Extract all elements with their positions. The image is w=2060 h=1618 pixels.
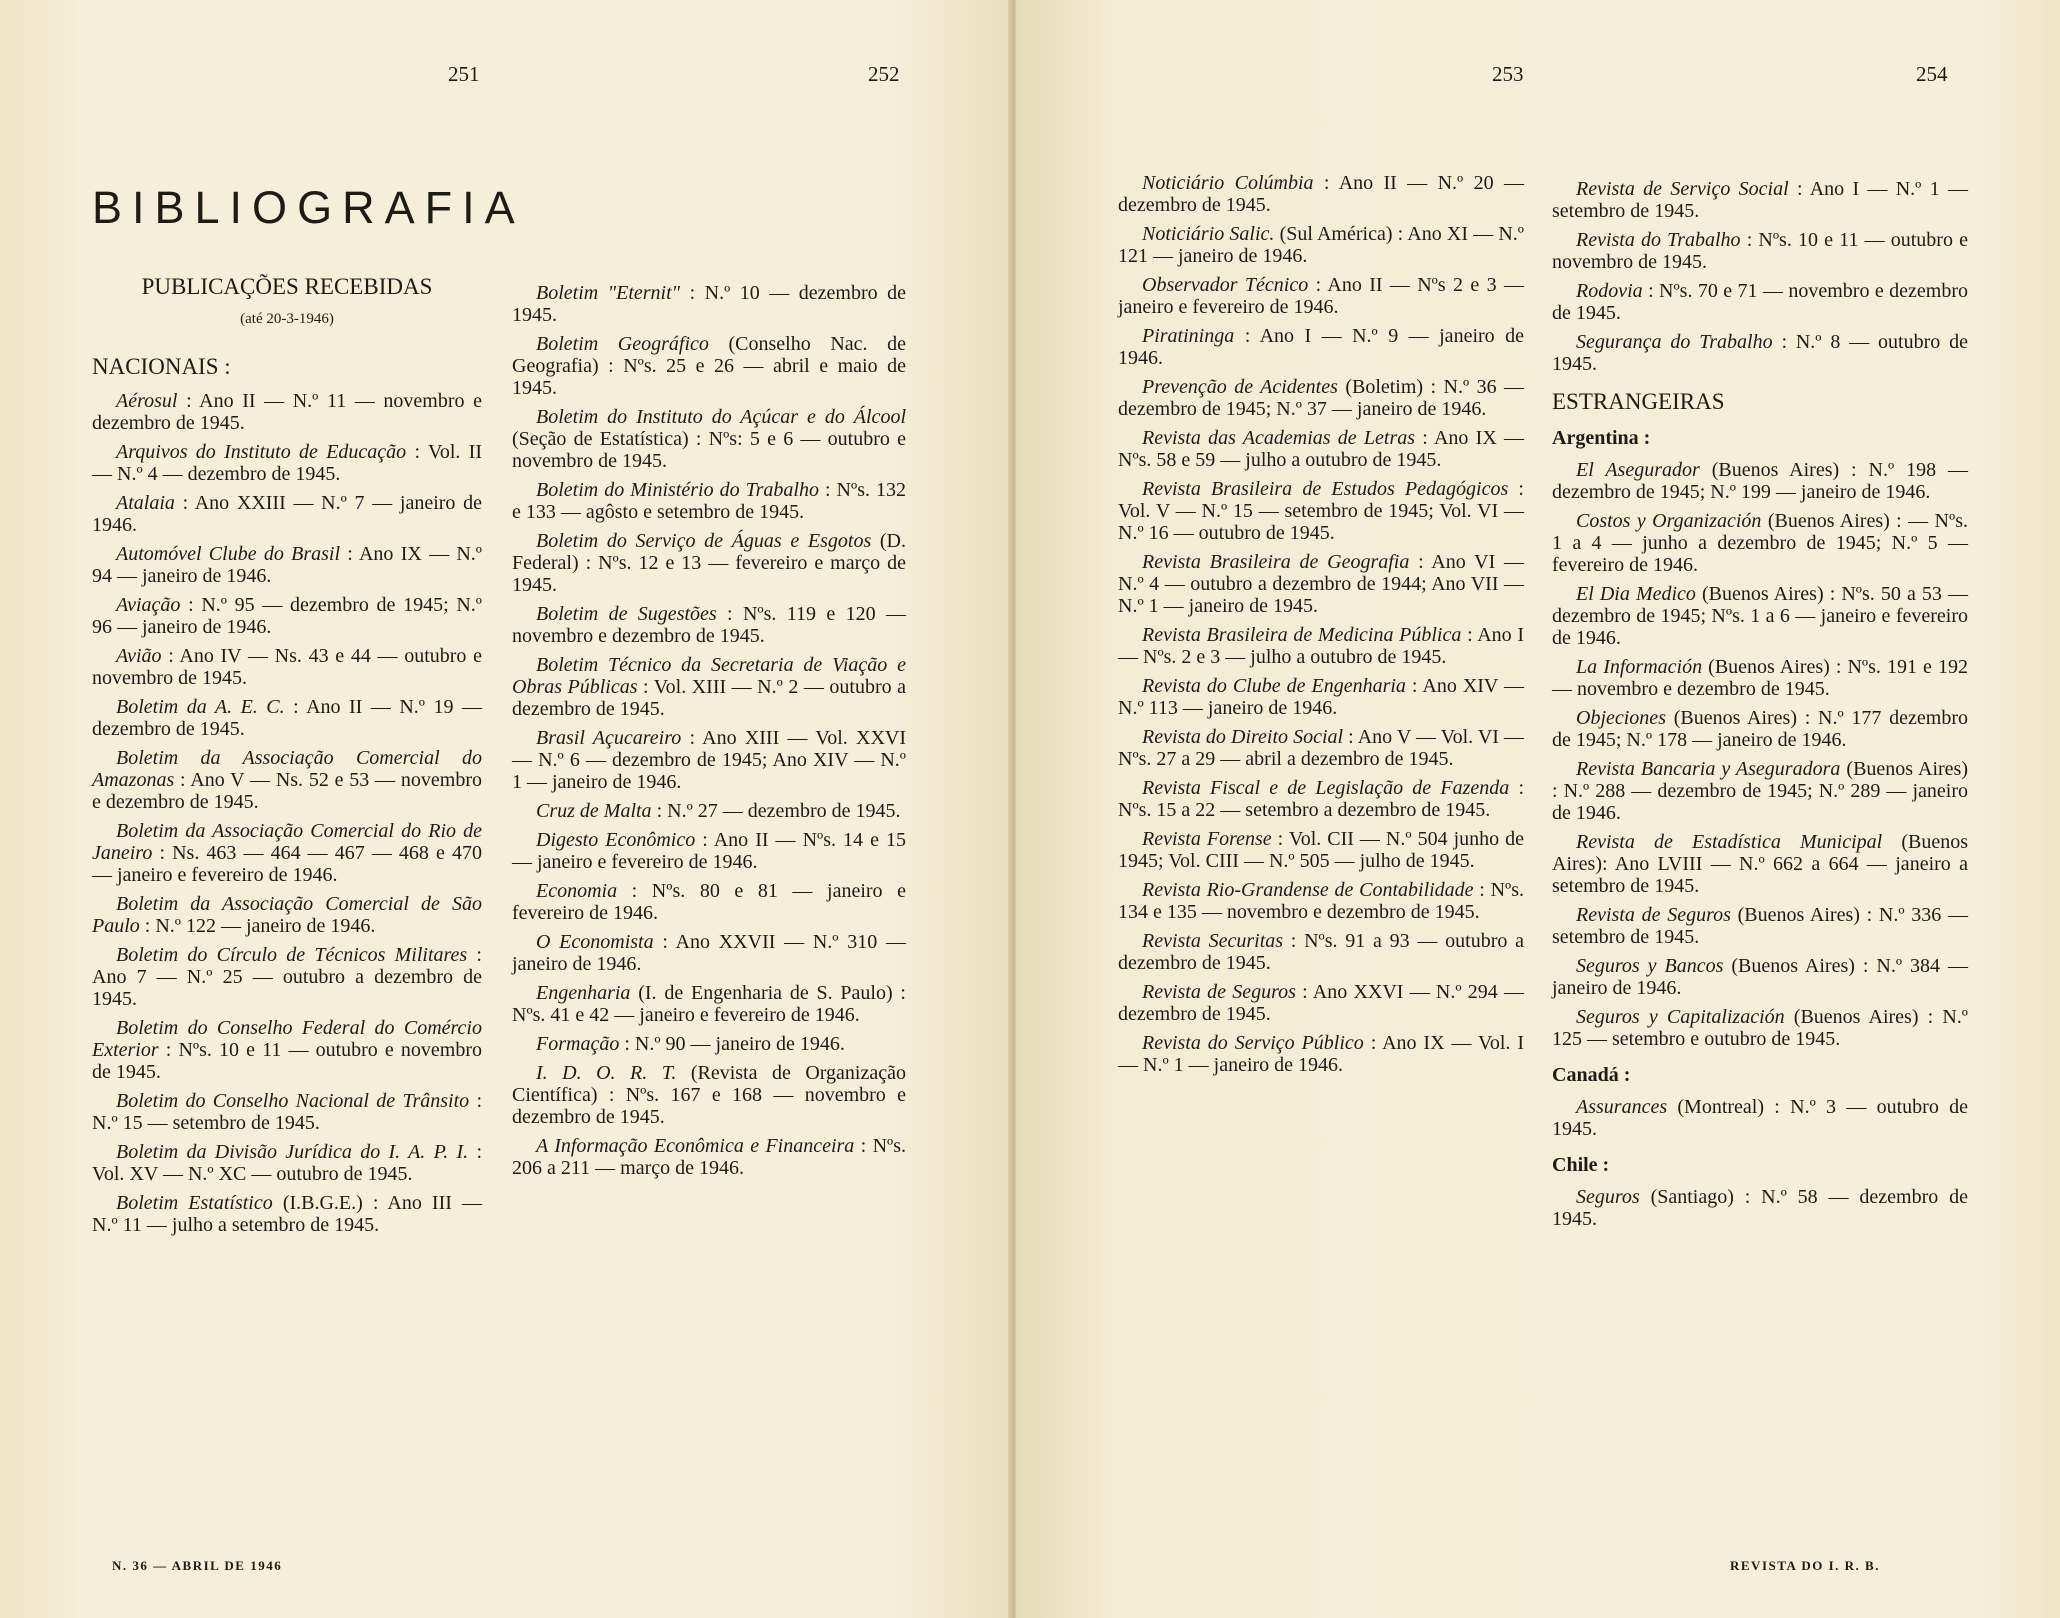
bibliography-entry bbox=[512, 880, 906, 924]
column-4 bbox=[1552, 178, 1968, 1237]
bibliography-entry bbox=[1552, 583, 1968, 649]
entry-title: Revista Rio-Grandense de Contabilidade bbox=[1142, 879, 1474, 901]
section-heading: PUBLICAÇÕES RECEBIDAS bbox=[141, 274, 433, 299]
entry-details: : Nºs. 91 a 93 — outubro a dezembro de 1945. bbox=[1118, 930, 1524, 974]
entry-title: Revista de Seguros bbox=[1576, 904, 1731, 926]
bibliography-entry bbox=[92, 645, 482, 689]
bibliography-entry bbox=[92, 696, 482, 740]
entry-details: : Vol. XIII — N.º 2 — outubro a dezembro de 1945. bbox=[512, 676, 907, 720]
entry-title: Costos y Organización bbox=[1576, 510, 1762, 532]
entry-title: Digesto Econômico bbox=[536, 829, 696, 851]
entry-details: (Boletim) : N.º 36 — dezembro de 1945; N.º 37 — janeiro de 1946. bbox=[1118, 376, 1524, 420]
bibliography-entry bbox=[512, 800, 906, 822]
entry-details: (Revista de Organização Científica) : Nºs. 167 e 168 — novembro e dezembro de 1945. bbox=[512, 1062, 907, 1128]
bibliography-entry bbox=[1118, 551, 1524, 617]
bibliography-entry bbox=[512, 530, 906, 596]
entry-details: : Nºs. 132 e 133 — agôsto e setembro de 1945. bbox=[512, 479, 906, 523]
entry-title: Arquivos do Instituto de Educação bbox=[116, 441, 407, 463]
entry-details: (Buenos Aires) : N.º 384 — janeiro de 1946. bbox=[1552, 955, 1968, 999]
bibliography-entry bbox=[512, 829, 906, 873]
entry-details: (I.B.G.E.) : Ano III — N.º 11 — julho a setembro de 1945. bbox=[92, 1192, 482, 1236]
entry-details: : N.º 122 — janeiro de 1946. bbox=[139, 915, 376, 937]
entry-details: : Ano II — Nºs 2 e 3 — janeiro e fevereiro de 1946. bbox=[1118, 274, 1524, 318]
entry-details: : N.º 90 — janeiro de 1946. bbox=[619, 1033, 845, 1055]
column-2 bbox=[512, 282, 906, 1186]
entry-title: Boletim do Instituto do Açúcar e do Álcool bbox=[536, 406, 906, 428]
bibliography-entry bbox=[1118, 172, 1524, 216]
bibliography-entry bbox=[1552, 459, 1968, 503]
entry-title: Assurances bbox=[1576, 1096, 1668, 1118]
entry-details: (Buenos Aires) : N.º 198 — dezembro de 1945; N.º 199 — janeiro de 1946. bbox=[1552, 459, 1968, 503]
bibliography-entry bbox=[512, 1033, 906, 1055]
entry-title: Noticiário Colúmbia bbox=[1142, 172, 1314, 194]
estrangeiras-heading: ESTRANGEIRAS bbox=[1552, 389, 1725, 414]
entry-title: Observador Técnico bbox=[1142, 274, 1309, 296]
entry-details: (Buenos Aires) : Nºs. 50 a 53 — dezembro de 1945; Nºs. 1 a 6 — janeiro e fevereiro de 1946. bbox=[1552, 583, 1968, 649]
bibliography-entry bbox=[92, 1192, 482, 1236]
left-page bbox=[0, 0, 1012, 1618]
entry-details: : Nºs. 70 e 71 — novembro e dezembro de 1945. bbox=[1552, 280, 1968, 324]
bibliography-entry bbox=[1118, 427, 1524, 471]
entry-title: Noticiário Salic. bbox=[1142, 223, 1275, 245]
bibliography-entry bbox=[1552, 331, 1968, 375]
bibliography-entry bbox=[512, 727, 906, 793]
entry-title: O Economista bbox=[536, 931, 654, 953]
entry-title: Revista Forense bbox=[1142, 828, 1272, 850]
entry-details: : Ano I — N.º 9 — janeiro de 1946. bbox=[1118, 325, 1524, 369]
entry-title: Boletim do Conselho Federal do Comércio Exterior bbox=[92, 1017, 482, 1061]
entry-details: (Buenos Aires) : N.º 177 dezembro de 1945; N.º 178 — janeiro de 1946. bbox=[1552, 707, 1968, 751]
bibliography-entry bbox=[1118, 274, 1524, 318]
entry-title: Boletim Geográfico bbox=[536, 333, 709, 355]
entry-details: : Ano I — Nºs. 2 e 3 — julho a outubro de 1945. bbox=[1118, 624, 1525, 668]
entry-details: : N.º 15 — setembro de 1945. bbox=[92, 1090, 483, 1134]
page-number-252: 252 bbox=[868, 62, 900, 86]
country-canada: Canadá : bbox=[1552, 1064, 1631, 1086]
footer-issue: N. 36 — ABRIL DE 1946 bbox=[112, 1558, 283, 1573]
column-3 bbox=[1118, 172, 1524, 1083]
entry-title: El Dia Medico bbox=[1576, 583, 1696, 605]
entry-details: (D. Federal) : Nºs. 12 e 13 — fevereiro e março de 1945. bbox=[512, 530, 906, 596]
bibliography-entry bbox=[1552, 831, 1968, 897]
entry-title: Revista das Academias de Letras bbox=[1142, 427, 1416, 449]
entry-title: Boletim do Serviço de Águas e Esgotos bbox=[536, 530, 872, 552]
entry-details: : Ano VI — N.º 4 — outubro a dezembro de 1944; Ano VII — N.º 1 — janeiro de 1945. bbox=[1118, 551, 1525, 617]
entry-title: Revista do Clube de Engenharia bbox=[1142, 675, 1406, 697]
entry-details: : Ano XXVI — N.º 294 — dezembro de 1945. bbox=[1118, 981, 1525, 1025]
entry-details: (Buenos Aires) : N.º 336 — setembro de 1945. bbox=[1552, 904, 1968, 948]
bibliography-entry bbox=[512, 333, 906, 399]
entry-details: (Buenos Aires) : N.º 288 — dezembro de 1945; N.º 289 — janeiro de 1946. bbox=[1552, 758, 1968, 824]
bibliography-entry bbox=[1118, 777, 1524, 821]
bibliography-entry bbox=[512, 282, 906, 326]
column-1 bbox=[92, 276, 482, 1243]
entry-details: : Ano XIII — Vol. XXVI — N.º 6 — dezembro de 1945; Ano XIV — N.º 1 — janeiro de 1946. bbox=[512, 727, 906, 793]
entry-title: Boletim "Eternit" bbox=[536, 282, 681, 304]
page-number-254: 254 bbox=[1916, 62, 1948, 86]
entry-title: Boletim do Ministério do Trabalho bbox=[536, 479, 819, 501]
bibliography-entry bbox=[512, 654, 906, 720]
entry-title: La Información bbox=[1576, 656, 1703, 678]
bibliography-entry bbox=[92, 492, 482, 536]
entry-title: Rodovia bbox=[1576, 280, 1643, 302]
bibliography-entry bbox=[92, 441, 482, 485]
entry-details: : N.º 10 — dezembro de 1945. bbox=[512, 282, 906, 326]
entry-details: : Vol. V — N.º 15 — setembro de 1945; Vol. VI — N.º 16 — outubro de 1945. bbox=[1118, 478, 1524, 544]
entry-details: : Nºs. 119 e 120 — novembro e dezembro de 1945. bbox=[512, 603, 906, 647]
bibliography-entry bbox=[1552, 1096, 1968, 1140]
entry-title: Prevenção de Acidentes bbox=[1142, 376, 1338, 398]
bibliography-entry bbox=[1552, 707, 1968, 751]
bibliography-entry bbox=[92, 944, 482, 1010]
bibliography-entry bbox=[92, 594, 482, 638]
entry-details: : Vol. XV — N.º XC — outubro de 1945. bbox=[92, 1141, 482, 1185]
entry-details: : Ano V — Ns. 52 e 53 — novembro e dezembro de 1945. bbox=[92, 769, 482, 813]
entry-details: : Nºs. 10 e 11 — outubro e novembro de 1945. bbox=[1552, 229, 1968, 273]
entry-title: Cruz de Malta bbox=[536, 800, 652, 822]
entry-title: Revista do Trabalho bbox=[1576, 229, 1741, 251]
entry-title: Revista do Serviço Público bbox=[1142, 1032, 1364, 1054]
entry-details: : Ano IX — Vol. I — N.º 1 — janeiro de 1946. bbox=[1118, 1032, 1524, 1076]
page-title: BIBLIOGRAFIA bbox=[92, 182, 525, 233]
bibliography-entry bbox=[512, 603, 906, 647]
bibliography-entry bbox=[92, 820, 482, 886]
entry-details: : N.º 27 — dezembro de 1945. bbox=[651, 800, 901, 822]
entry-details: (I. de Engenharia de S. Paulo) : Nºs. 41 e 42 — janeiro e fevereiro de 1946. bbox=[512, 982, 906, 1026]
bibliography-entry bbox=[1552, 656, 1968, 700]
entry-title: Revista Securitas bbox=[1142, 930, 1284, 952]
bibliography-entry bbox=[512, 1062, 906, 1128]
entry-title: Revista Brasileira de Medicina Pública bbox=[1142, 624, 1462, 646]
bibliography-entry bbox=[92, 1141, 482, 1185]
bibliography-entry bbox=[512, 406, 906, 472]
entry-title: Revista Fiscal e de Legislação de Fazenda bbox=[1142, 777, 1510, 799]
bibliography-entry bbox=[1118, 376, 1524, 420]
footer-journal: REVISTA DO I. R. B. bbox=[1730, 1558, 1880, 1573]
bibliography-entry bbox=[1118, 879, 1524, 923]
bibliography-entry bbox=[1118, 675, 1524, 719]
entry-title: Automóvel Clube do Brasil bbox=[116, 543, 340, 565]
bibliography-entry bbox=[1552, 1006, 1968, 1050]
entry-title: Revista de Estadística Municipal bbox=[1576, 831, 1883, 853]
entry-details: : Vol. CII — N.º 504 junho de 1945; Vol. CIII — N.º 505 — julho de 1945. bbox=[1118, 828, 1524, 872]
bibliography-entry bbox=[92, 390, 482, 434]
entry-details: : Nºs. 206 a 211 — março de 1946. bbox=[512, 1135, 907, 1179]
entry-details: : Ano II — N.º 20 — dezembro de 1945. bbox=[1118, 172, 1524, 216]
bibliography-entry bbox=[1118, 223, 1524, 267]
entry-title: Revista Brasileira de Geografia bbox=[1142, 551, 1410, 573]
entry-title: A Informação Econômica e Financeira bbox=[536, 1135, 855, 1157]
entry-title: Engenharia bbox=[536, 982, 631, 1004]
entry-title: Revista Brasileira de Estudos Pedagógicos bbox=[1142, 478, 1509, 500]
entry-title: I. D. O. R. T. bbox=[536, 1062, 677, 1084]
bibliography-entry bbox=[1552, 178, 1968, 222]
bibliography-entry bbox=[1552, 280, 1968, 324]
entry-details: : Ano IV — Ns. 43 e 44 — outubro e novembro de 1945. bbox=[92, 645, 482, 689]
bibliography-entry bbox=[512, 982, 906, 1026]
bibliography-entry bbox=[92, 893, 482, 937]
entry-details: : Nºs. 80 e 81 — janeiro e fevereiro de 1946. bbox=[512, 880, 906, 924]
entry-details: : Ano V — Vol. VI — Nºs. 27 a 29 — abril a dezembro de 1945. bbox=[1118, 726, 1525, 770]
entry-details: : Vol. II — N.º 4 — dezembro de 1945. bbox=[92, 441, 482, 485]
entry-title: Boletim da A. E. C. bbox=[116, 696, 285, 718]
bibliography-entry bbox=[512, 931, 906, 975]
entry-title: Boletim da Associação Comercial do Amazonas bbox=[92, 747, 482, 791]
bibliography-entry bbox=[1552, 904, 1968, 948]
entry-title: Boletim Técnico da Secretaria de Viação e Obras Públicas bbox=[512, 654, 906, 698]
entry-details: : Ano II — N.º 19 — dezembro de 1945. bbox=[92, 696, 482, 740]
country-argentina: Argentina : bbox=[1552, 427, 1651, 449]
entry-title: Revista Bancaria y Aseguradora bbox=[1576, 758, 1841, 780]
entry-title: Segurança do Trabalho bbox=[1576, 331, 1773, 353]
entry-title: Avião bbox=[116, 645, 162, 667]
entry-title: Atalaia bbox=[116, 492, 175, 514]
bibliography-entry bbox=[1118, 1032, 1524, 1076]
entry-details: : Ano II — Nºs. 14 e 15 — janeiro e fevereiro de 1946. bbox=[512, 829, 906, 873]
entry-details: : Ano II — N.º 11 — novembro e dezembro de 1945. bbox=[92, 390, 482, 434]
entry-title: Revista de Seguros bbox=[1142, 981, 1296, 1003]
entry-title: Economia bbox=[536, 880, 618, 902]
entry-title: Boletim da Associação Comercial de São Paulo bbox=[92, 893, 482, 937]
entry-details: (Buenos Aires) : — Nºs. 1 a 4 — junho a dezembro de 1945; N.º 5 — fevereiro de 1946. bbox=[1552, 510, 1968, 576]
entry-title: Boletim Estatístico bbox=[116, 1192, 273, 1214]
bibliography-entry bbox=[92, 543, 482, 587]
page-number-253: 253 bbox=[1492, 62, 1524, 86]
entry-details: (Conselho Nac. de Geografia) : Nºs. 25 e 26 — abril e maio de 1945. bbox=[512, 333, 906, 399]
entry-details: : Nºs. 134 e 135 — novembro e dezembro de 1945. bbox=[1118, 879, 1524, 923]
bibliography-entry bbox=[92, 747, 482, 813]
entry-title: Revista do Direito Social bbox=[1142, 726, 1344, 748]
entry-title: Seguros y Capitalización bbox=[1576, 1006, 1785, 1028]
entry-details: (Santiago) : N.º 58 — dezembro de 1945. bbox=[1552, 1186, 1968, 1230]
entry-details: : Ano I — N.º 1 — setembro de 1945. bbox=[1552, 178, 1968, 222]
bibliography-entry bbox=[1118, 828, 1524, 872]
entry-details: : Ano IX — Nºs. 58 e 59 — julho a outubro de 1945. bbox=[1118, 427, 1525, 471]
entry-title: Piratininga bbox=[1142, 325, 1235, 347]
entry-details: (Seção de Estatística) : Nºs: 5 e 6 — outubro e novembro de 1945. bbox=[512, 428, 906, 472]
entry-details: : Nºs. 15 a 22 — setembro a dezembro de 1945. bbox=[1118, 777, 1525, 821]
entry-details: : N.º 8 — outubro de 1945. bbox=[1552, 331, 1969, 375]
entry-details: : Ano XXIII — N.º 7 — janeiro de 1946. bbox=[92, 492, 482, 536]
entry-title: Boletim da Divisão Jurídica do I. A. P. I. bbox=[116, 1141, 469, 1163]
section-subheading: (até 20-3-1946) bbox=[240, 311, 334, 327]
entry-details: (Buenos Aires) : Nºs. 191 e 192 — novembro e dezembro de 1945. bbox=[1552, 656, 1968, 700]
entry-details: (Sul América) : Ano XI — N.º 121 — janeiro de 1946. bbox=[1118, 223, 1524, 267]
bibliography-entry bbox=[1552, 229, 1968, 273]
entry-title: Seguros y Bancos bbox=[1576, 955, 1724, 977]
entry-title: Aviação bbox=[116, 594, 181, 616]
bibliography-entry bbox=[1118, 930, 1524, 974]
entry-details: (Buenos Aires) : N.º 125 — setembro e outubro de 1945. bbox=[1552, 1006, 1968, 1050]
entry-details: : Ano IX — N.º 94 — janeiro de 1946. bbox=[92, 543, 482, 587]
entry-details: : N.º 95 — dezembro de 1945; N.º 96 — janeiro de 1946. bbox=[92, 594, 482, 638]
country-chile: Chile : bbox=[1552, 1154, 1610, 1176]
entry-details: : Nºs. 10 e 11 — outubro e novembro de 1945. bbox=[92, 1039, 482, 1083]
bibliography-entry bbox=[512, 479, 906, 523]
entry-title: Boletim do Círculo de Técnicos Militares bbox=[116, 944, 468, 966]
page-number-251: 251 bbox=[448, 62, 480, 86]
entry-title: Boletim da Associação Comercial do Rio de Janeiro bbox=[92, 820, 482, 864]
entry-details: (Buenos Aires): Ano LVIII — N.º 662 a 664 — janeiro a setembro de 1945. bbox=[1552, 831, 1968, 897]
entry-title: Brasil Açucareiro bbox=[536, 727, 682, 749]
bibliography-entry bbox=[1552, 510, 1968, 576]
nacionais-heading: NACIONAIS : bbox=[92, 354, 231, 379]
entry-title: Objeciones bbox=[1576, 707, 1666, 729]
entry-title: Formação bbox=[536, 1033, 620, 1055]
bibliography-entry bbox=[1118, 726, 1524, 770]
entry-title: El Asegurador bbox=[1576, 459, 1700, 481]
entry-details: : Ano XXVII — N.º 310 — janeiro de 1946. bbox=[512, 931, 906, 975]
entry-title: Revista de Serviço Social bbox=[1576, 178, 1789, 200]
bibliography-entry bbox=[512, 1135, 906, 1179]
entry-title: Aérosul bbox=[116, 390, 178, 412]
bibliography-entry bbox=[1552, 758, 1968, 824]
entry-details: : Ano XIV — N.º 113 — janeiro de 1946. bbox=[1118, 675, 1524, 719]
entry-title: Boletim de Sugestões bbox=[536, 603, 717, 625]
right-page bbox=[1016, 0, 2060, 1618]
bibliography-entry bbox=[92, 1090, 482, 1134]
entry-title: Boletim do Conselho Nacional de Trânsito bbox=[116, 1090, 470, 1112]
bibliography-entry bbox=[1118, 325, 1524, 369]
bibliography-entry bbox=[1118, 981, 1524, 1025]
bibliography-entry bbox=[1552, 1186, 1968, 1230]
bibliography-entry bbox=[1118, 478, 1524, 544]
bibliography-entry bbox=[92, 1017, 482, 1083]
bibliography-entry bbox=[1552, 955, 1968, 999]
entry-details: : Ns. 463 — 464 — 467 — 468 e 470 — janeiro e fevereiro de 1946. bbox=[92, 842, 482, 886]
bibliography-entry bbox=[1118, 624, 1524, 668]
entry-details: : Ano 7 — N.º 25 — outubro a dezembro de 1945. bbox=[92, 944, 482, 1010]
entry-details: (Montreal) : N.º 3 — outubro de 1945. bbox=[1552, 1096, 1968, 1140]
entry-title: Seguros bbox=[1576, 1186, 1640, 1208]
